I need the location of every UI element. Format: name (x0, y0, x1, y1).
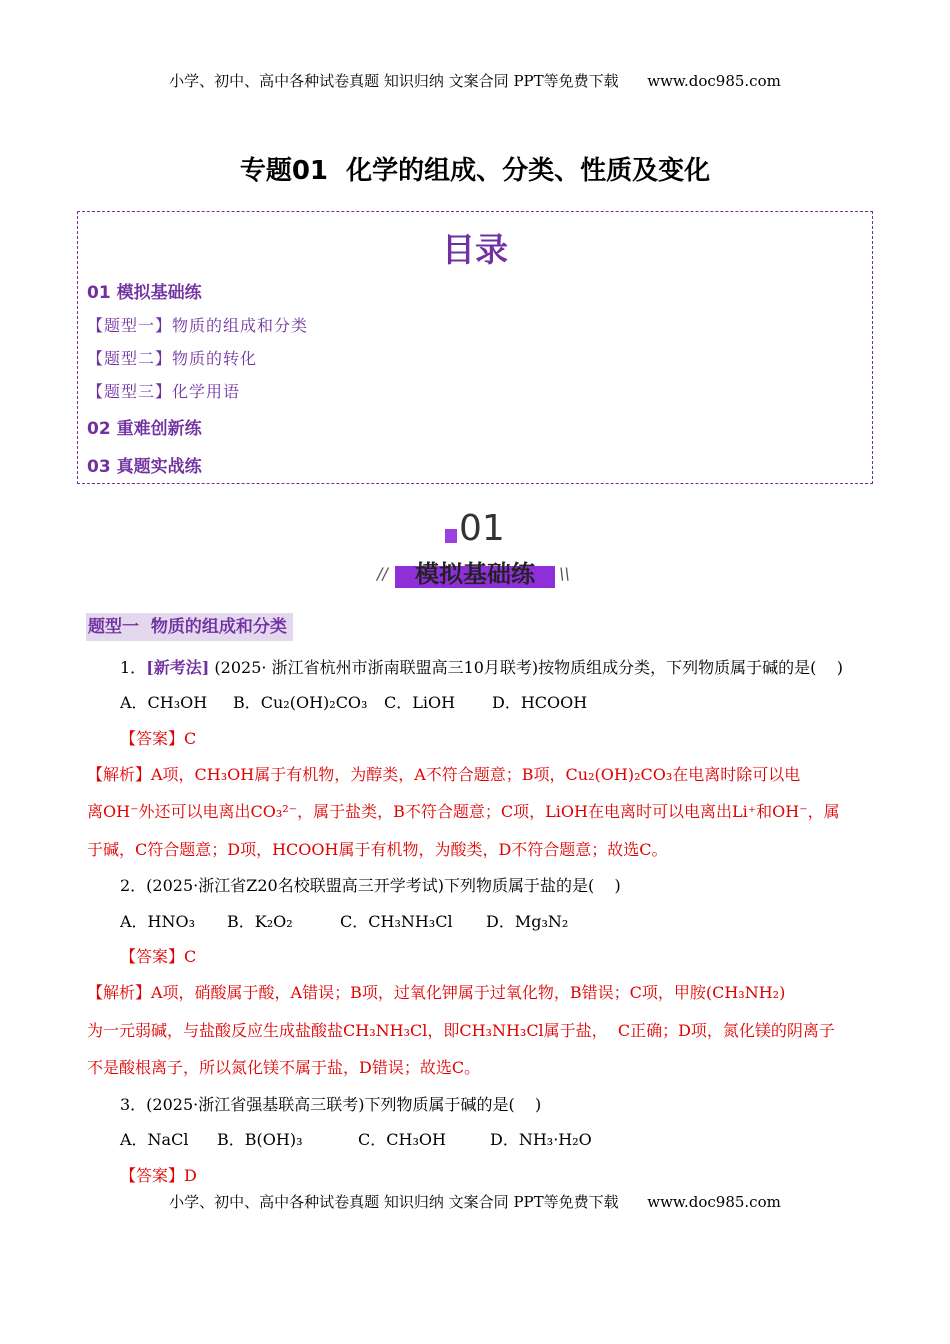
section-number-accent (445, 529, 457, 543)
q1-answer: 【答案】C (120, 729, 197, 748)
toc-item-section-03[interactable]: 03 真题实战练 (87, 457, 202, 477)
q2-option-b: B．K₂O₂ (227, 912, 293, 931)
q1-option-c: C．LiOH (384, 693, 456, 712)
q2-answer: 【答案】C (120, 947, 197, 966)
q1-analysis-line-1: 【解析】A项，CH₃OH属于有机物，为醇类，A不符合题意；B项，Cu₂(OH)₂CO₃在电离时除可以电 (87, 765, 801, 784)
q1-analysis-line-3: 于碱，C符合题意；D项，HCOOH属于有机物，为酸类，D不符合题意；故选C。 (87, 840, 668, 859)
toc-item-type-2[interactable]: 【题型二】物质的转化 (87, 349, 258, 368)
q2-option-c: C．CH₃NH₃Cl (340, 912, 453, 931)
toc-item-type-3[interactable]: 【题型三】化学用语 (87, 382, 241, 401)
q3-option-d: D．NH₃·H₂O (490, 1130, 592, 1149)
section-number: 01 (459, 508, 505, 549)
question-2: 2．(2025·浙江省Z20名校联盟高三开学考试)下列物质属于盐的是( ) (120, 876, 621, 895)
question-1 (120, 655, 843, 678)
toc-heading: 目录 (442, 230, 508, 269)
q2-analysis-line-2: 为一元弱碱，与盐酸反应生成盐酸盐CH₃NH₃Cl，即CH₃NH₃Cl属于盐， C正确；D项，氮化镁的阴离子 (87, 1021, 835, 1040)
section-banner (375, 508, 575, 590)
section-label: 模拟基础练 (415, 560, 535, 588)
question-3: 3．(2025·浙江省强基联高三联考)下列物质属于碱的是( ) (120, 1095, 542, 1114)
page-header: 小学、初中、高中各种试卷真题 知识归纳 文案合同 PPT等免费下载 www.doc985.com (169, 72, 781, 90)
q2-option-d: D．Mg₃N₂ (486, 912, 569, 931)
q1-analysis-line-2: 离OH⁻外还可以电离出CO₃²⁻，属于盐类，B不符合题意；C项，LiOH在电离时可以电离出Li⁺和OH⁻，属 (87, 802, 840, 821)
toc-item-type-1[interactable]: 【题型一】物质的组成和分类 (87, 316, 309, 335)
q3-option-c: C．CH₃OH (358, 1130, 446, 1149)
decor-slash-right: \\ (559, 564, 570, 583)
q1-option-a: A．CH₃OH (120, 693, 208, 712)
new-method-tag: [新考法] (146, 658, 210, 677)
q1-option-b: B．Cu₂(OH)₂CO₃ (233, 693, 368, 712)
q2-analysis-line-1: 【解析】A项，硝酸属于酸，A错误；B项，过氧化钾属于过氧化物，B错误；C项，甲胺(CH₃NH₂) (87, 983, 786, 1002)
question-type-heading: 题型一 物质的组成和分类 (86, 613, 293, 641)
toc-item-section-02[interactable]: 02 重难创新练 (87, 419, 202, 439)
page-footer: 小学、初中、高中各种试卷真题 知识归纳 文案合同 PPT等免费下载 www.doc985.com (169, 1193, 781, 1211)
decor-slash-left: // (377, 564, 388, 583)
q2-analysis-line-3: 不是酸根离子，所以氮化镁不属于盐，D错误；故选C。 (87, 1058, 481, 1077)
q3-answer: 【答案】D (120, 1166, 197, 1185)
toc-item-section-01[interactable]: 01 模拟基础练 (87, 283, 202, 303)
question-1-stem: (2025· 浙江省杭州市浙南联盟高三10月联考)按物质组成分类，下列物质属于碱的是( ) (209, 658, 843, 677)
q3-option-b: B．B(OH)₃ (217, 1130, 303, 1149)
q1-option-d: D．HCOOH (492, 693, 588, 712)
q3-option-a: A．NaCl (120, 1130, 189, 1149)
document-title: 专题01 化学的组成、分类、性质及变化 (239, 156, 711, 186)
question-1-number: 1． (120, 658, 147, 677)
q2-option-a: A．HNO₃ (120, 912, 196, 931)
table-of-contents (77, 211, 873, 484)
